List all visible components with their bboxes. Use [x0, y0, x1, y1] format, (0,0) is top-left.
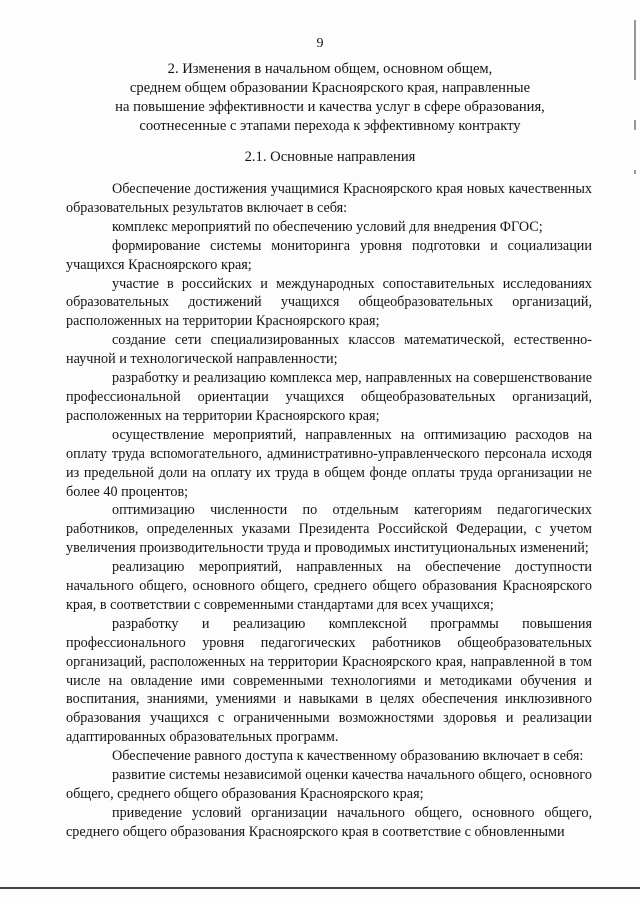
paragraph: участие в российских и международных сопоставительных исследованиях образовательных достижений учащихся общеобразовательных организаций, расположенных на территории Красноярского края; — [66, 275, 592, 330]
paragraph: комплекс мероприятий по обеспечению условий для внедрения ФГОС; — [112, 218, 543, 235]
paragraph: развитие системы независимой оценки качества начального общего, основного общего, среднего общего образования Красноярского края; — [66, 767, 592, 802]
paragraph: Обеспечение достижения учащимися Красноярского края новых качественных образовательных результатов включает в себя: — [66, 181, 592, 216]
document-body — [66, 180, 592, 842]
paragraph: разработку и реализацию комплекса мер, направленных на совершенствование профессиональной ориентации учащихся общеобразовательных организаций, расположенных на территории Красноярского края; — [66, 370, 592, 424]
paragraph: Обеспечение равного доступа к качественному образованию включает в себя: — [112, 748, 584, 765]
paragraph: оптимизацию численности по отдельным категориям педагогических работников, определенных указами Президента Российской Федерации, с учетом увеличения производительности труда и проводимых институциональных изменений; — [66, 502, 592, 557]
page-number: 9 — [316, 36, 324, 51]
paragraph: создание сети специализированных классов математической, естественно-научной и технологической направленности; — [66, 332, 592, 368]
subsection-title: 2.1. Основные направления — [244, 149, 416, 165]
paragraph: разработку и реализацию комплексной программы повышения профессионального уровня педагогических работников общеобразовательных организаций, расположенных на территории Красноярского края, направленной в том числе на овладение ими современными технологиями и методиками обучения и воспитания, знаниями, умениями и навыками в целях обеспечения инклюзивного образования учащихся с ограниченными возможностями здоровья и реализации адаптированных образовательных программ. — [66, 615, 592, 746]
section-title-line: на повышение эффективности и качества услуг в сфере образования, — [115, 99, 545, 115]
paragraph: формирование системы мониторинга уровня подготовки и социализации учащихся Красноярского края; — [66, 237, 592, 273]
paragraph: реализацию мероприятий, направленных на обеспечение доступности начального общего, основного общего, среднего общего образования Красноярского края, в соответствии с современными стандартами для всех учащихся; — [66, 559, 592, 613]
section-title-line: 2. Изменения в начальном общем, основном общем, — [167, 61, 493, 77]
paragraph: приведение условий организации начального общего, основного общего, среднего общего образования Красноярского края в соответствие с обновленными — [66, 804, 592, 840]
scan-bottom-edge — [0, 887, 640, 889]
section-title-line: соотнесенные с этапами перехода к эффективному контракту — [139, 118, 521, 134]
section-title — [60, 60, 600, 136]
paragraph: осуществление мероприятий, направленных на оптимизацию расходов на оплату труда вспомогательного, административно-управленческого персонала исходя из предельной доли на оплату их труда в общем фонде оплаты труда организации не более 40 процентов; — [66, 426, 592, 500]
section-title-line: среднем общем образовании Красноярского края, направленные — [129, 80, 531, 96]
